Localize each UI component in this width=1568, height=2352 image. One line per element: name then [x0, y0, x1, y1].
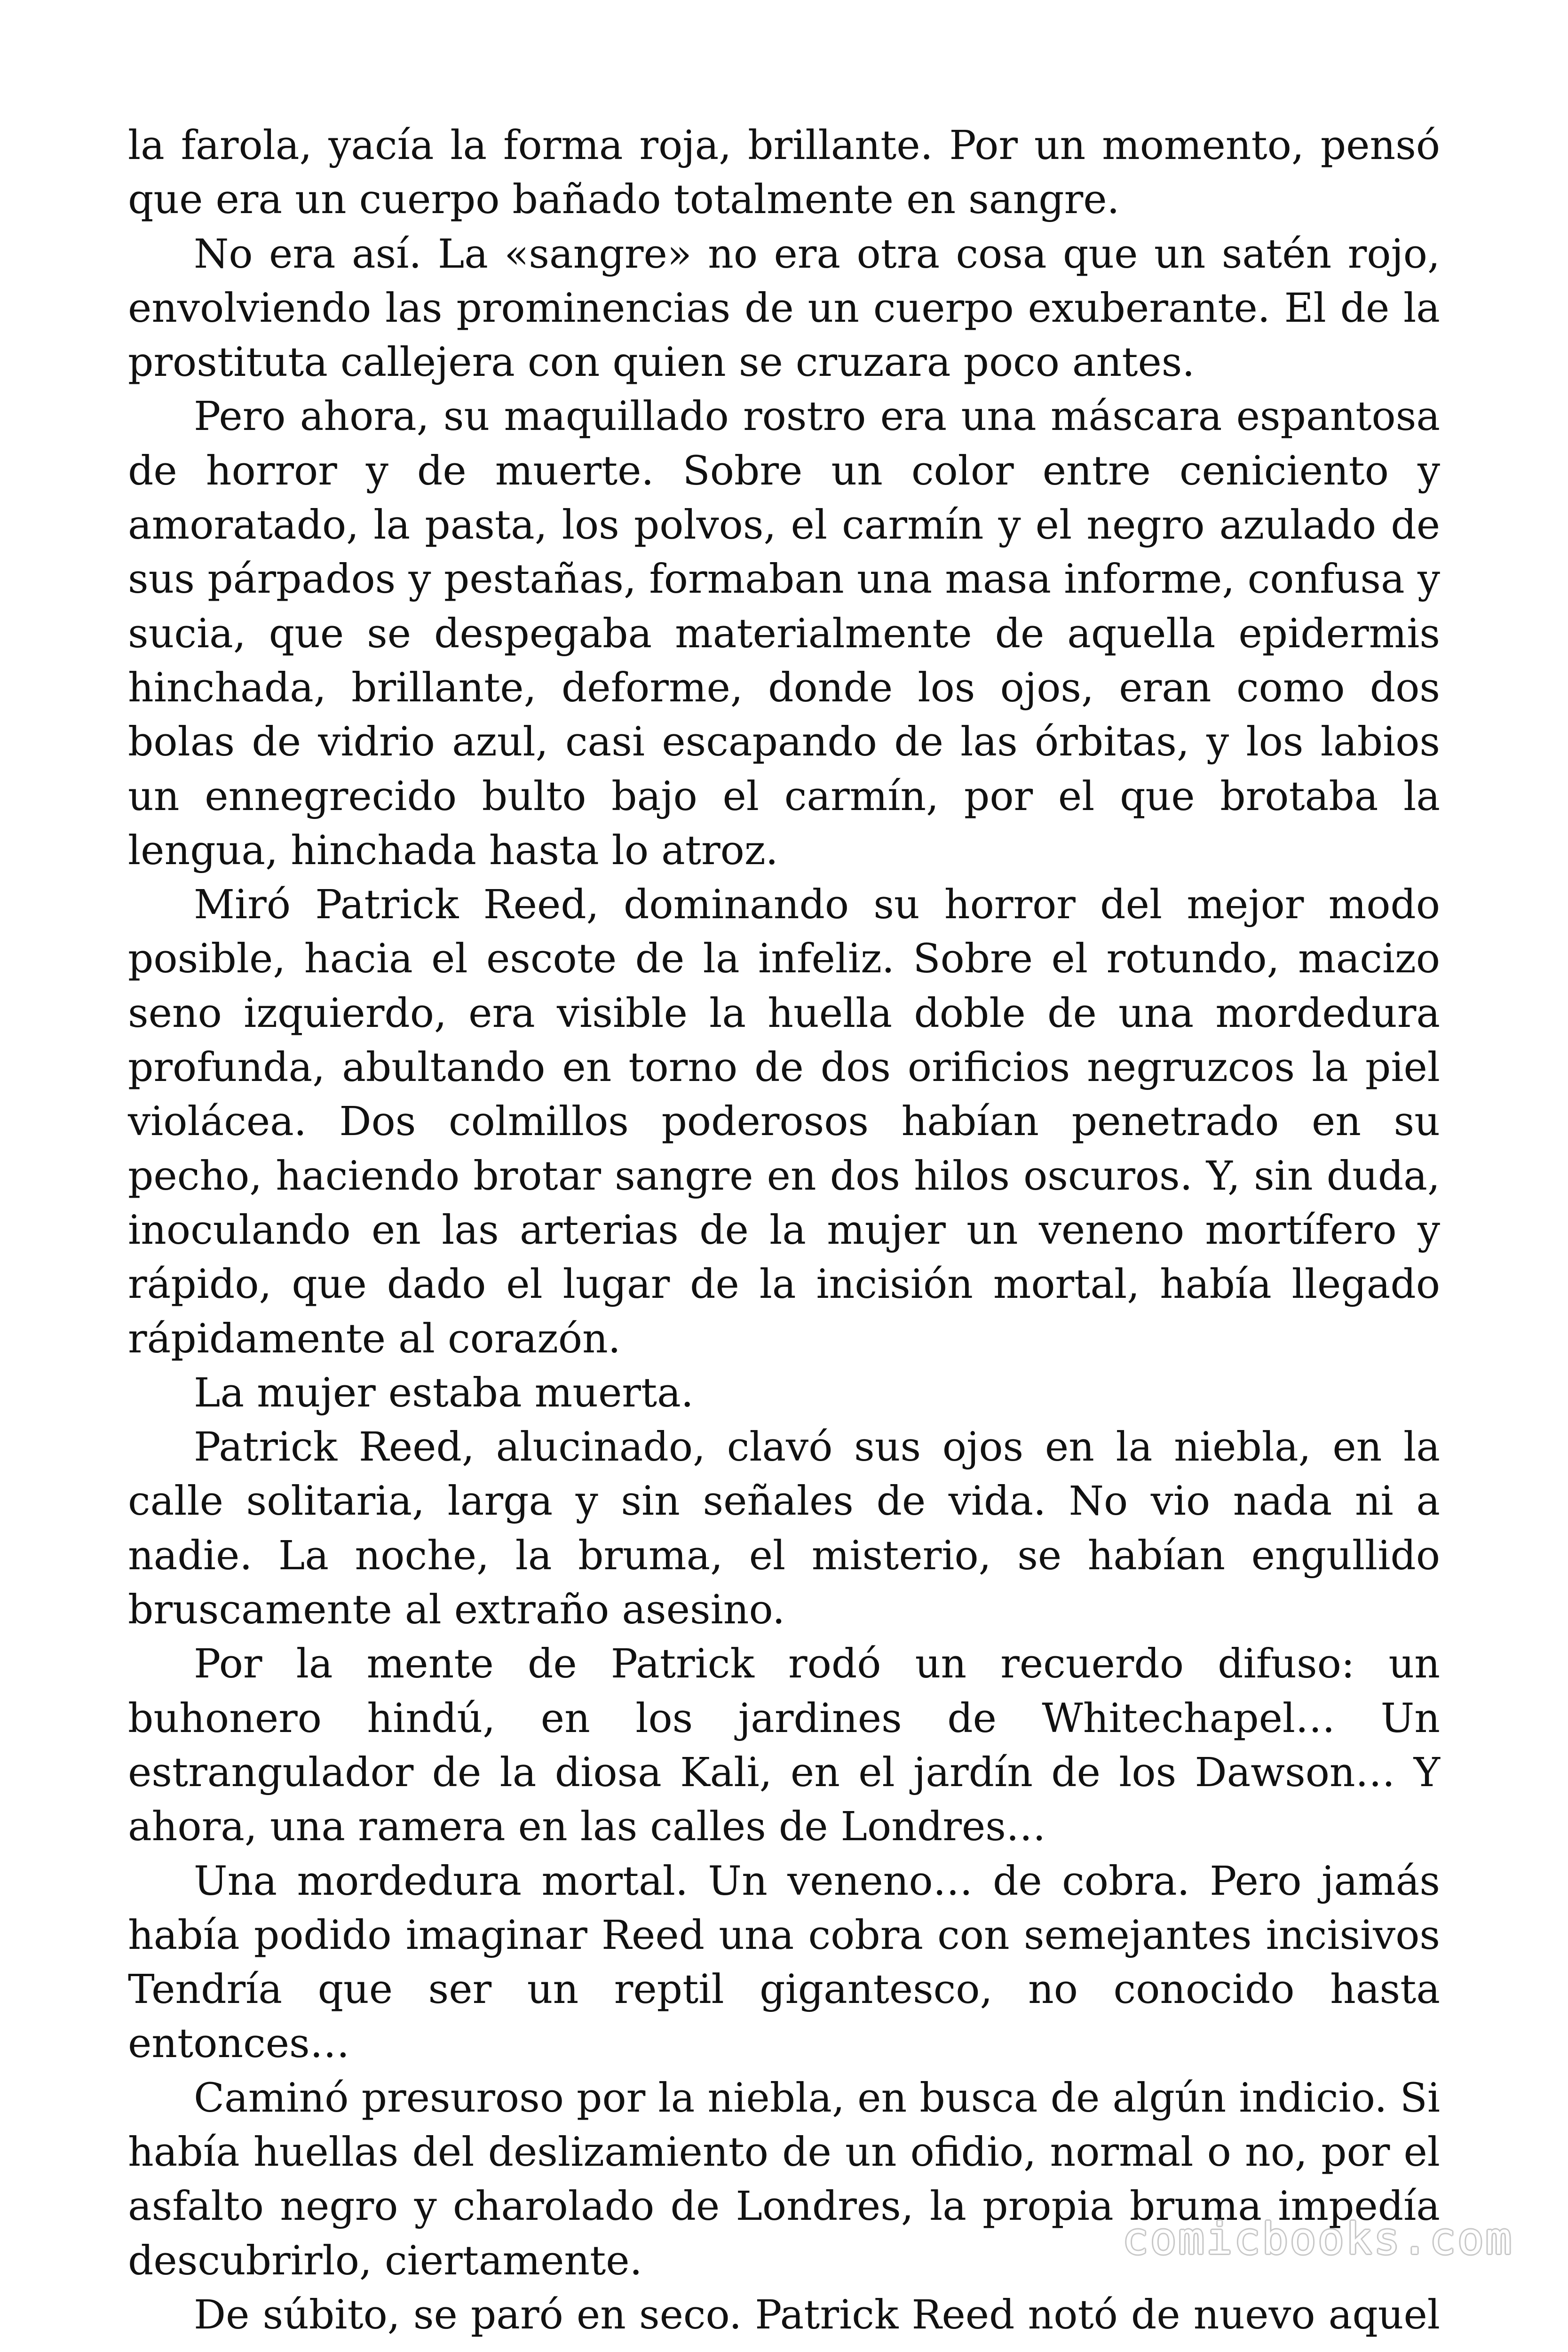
- paragraph-3: Pero ahora, su maquillado rostro era una máscara espantosa de horror y de muerte. Sobre un color entre ceniciento y amoratado, la pasta, los polvos, el carmín y el negro azulado de sus párpados y pestañas, formaban una masa informe, confusa y sucia, que se despegaba materialmente de aquella epidermis hinchada, brillante, deforme, donde los ojos, eran como dos bolas de vidrio azul, casi escapando de las órbitas, y los labios un ennegrecido bulto bajo el carmín, por el que brotaba la lengua, hinchada hasta lo atroz.: [128, 393, 1440, 874]
- paragraph-2: No era así. La «sangre» no era otra cosa que un satén rojo, envolviendo las prominencias de un cuerpo exuberante. El de la prostituta callejera con quien se cruzara poco antes.: [128, 230, 1440, 386]
- paragraph-5: La mujer estaba muerta.: [194, 1369, 694, 1416]
- paragraph-9: Caminó presuroso por la niebla, en busca de algún indicio. Si había huellas del deslizamiento de un ofidio, normal o no, por el asfalto negro y charolado de Londres, la propia bruma impedía descubrirlo, ciertamente.: [128, 2074, 1440, 2284]
- paragraph-4: Miró Patrick Reed, dominando su horror del mejor modo posible, hacia el escote de la infeliz. Sobre el rotundo, macizo seno izquierdo, era visible la huella doble de una mordedura profunda, abultando en torno de dos orificios negruzcos la piel violácea. Dos colmillos poderosos habían penetrado en su pecho, haciendo brotar sangre en dos hilos oscuros. Y, sin duda, inoculando en las arterias de la mujer un veneno mortífero y rápido, que dado el lugar de la incisión mortal, había llegado rápidamente al corazón.: [128, 882, 1440, 1362]
- body-text: [128, 119, 1440, 2342]
- paragraph-10: De súbito, se paró en seco. Patrick Reed notó de nuevo aquel: [194, 2291, 1440, 2338]
- paragraph-7: Por la mente de Patrick rodó un recuerdo difuso: un buhonero hindú, en los jardines de Whitechapel… Un estrangulador de la diosa Kali, en el jardín de los Dawson… Y ahora, una ramera en las calles de Londres…: [128, 1641, 1440, 1851]
- paragraph-8: Una mordedura mortal. Un veneno… de cobra. Pero jamás había podido imaginar Reed una cobra con semejantes incisivos Tendría que ser un reptil gigantesco, no conocido hasta entonces…: [128, 1858, 1440, 2067]
- watermark: comicbooks.com: [1122, 2214, 1513, 2264]
- paragraph-6: Patrick Reed, alucinado, clavó sus ojos en la niebla, en la calle solitaria, larga y sin señales de vida. No vio nada ni a nadie. La noche, la bruma, el misterio, se habían engullido bruscamente al extraño asesino.: [128, 1424, 1440, 1634]
- paragraph-1: la farola, yacía la forma roja, brillante. Por un momento, pensó que era un cuerpo bañado totalmente en sangre.: [128, 122, 1440, 223]
